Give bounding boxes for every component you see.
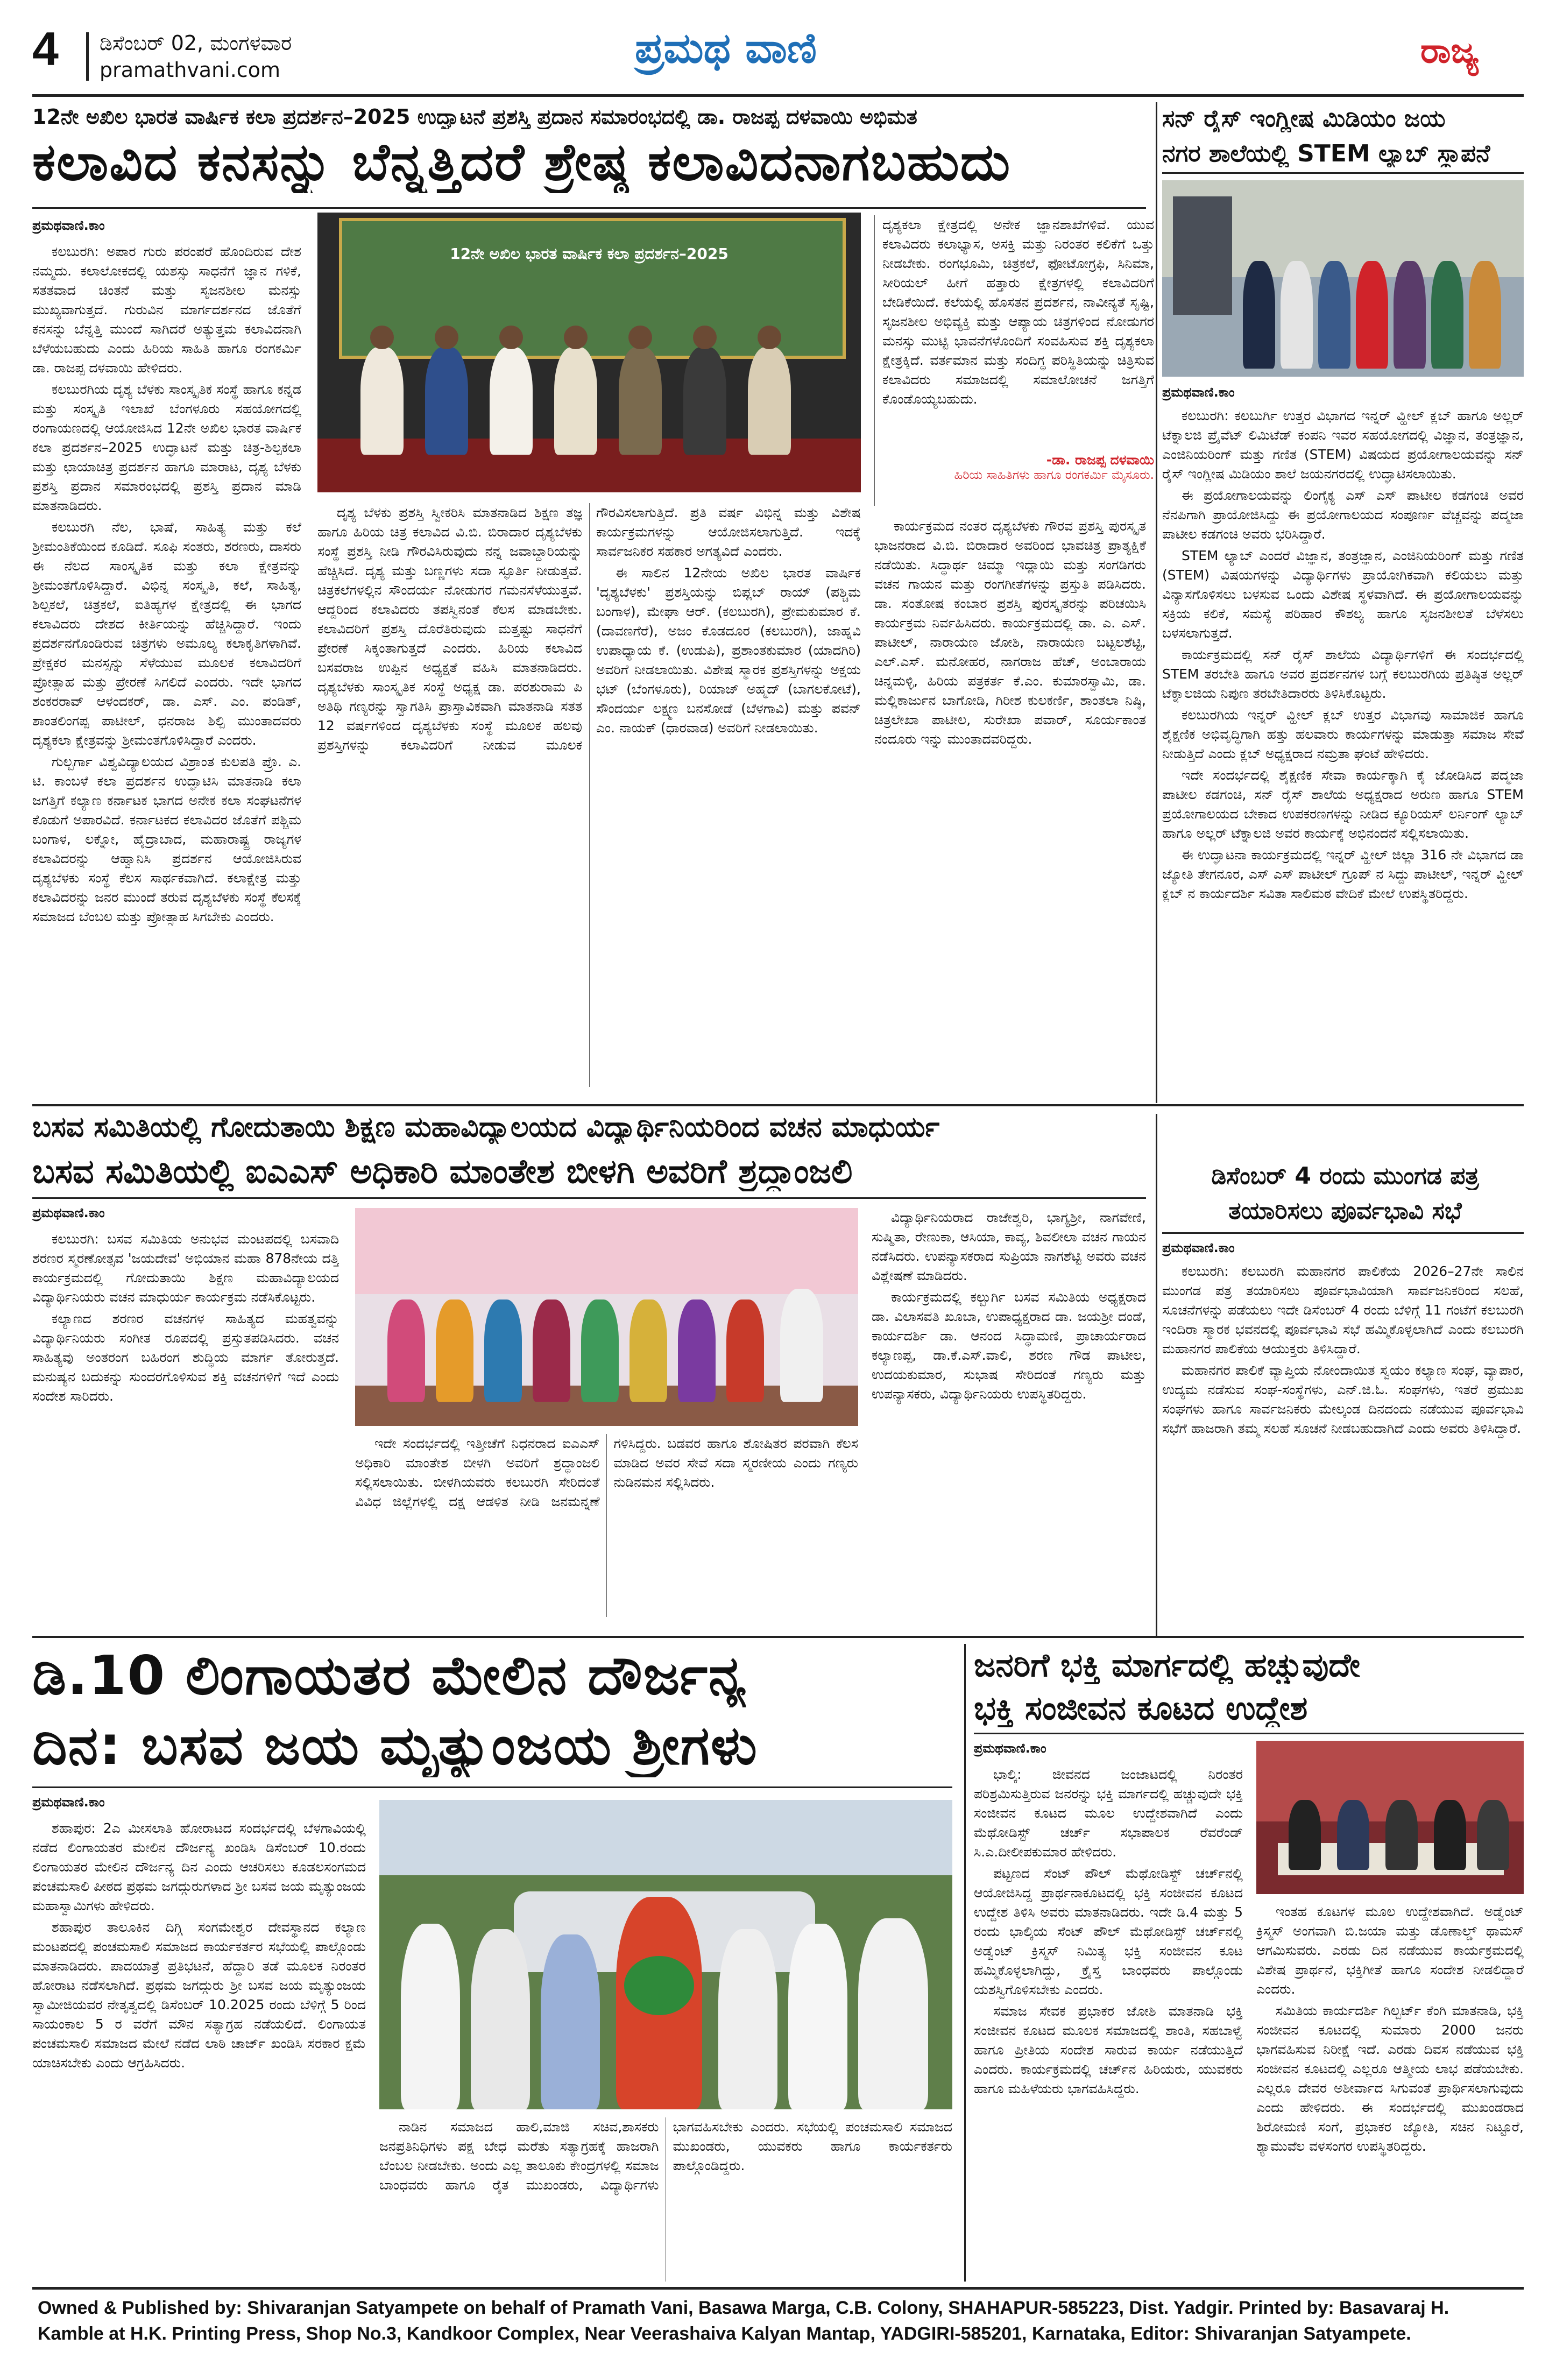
story6-church-photo [1256, 1741, 1524, 1894]
column-divider [1156, 102, 1157, 1103]
person-figure [484, 1300, 522, 1402]
story2-stem-lab-photo [1162, 180, 1524, 377]
person-figure [858, 1918, 928, 2109]
person-figure [471, 1929, 530, 2109]
story6-body-left: ಭಾಲ್ಕಿ: ಜೀವನದ ಜಂಜಾಟದಲ್ಲಿ ನಿರಂತರ ಪರಿಶ್ರಮಿಸುತ್ತಿರುವ ಜನರನ್ನು ಭಕ್ತಿ ಮಾರ್ಗದಲ್ಲಿ ಹಚ್ಚುವುದೇ ಭಕ್ತಿ ಸಂಜೀವನ ಕೂಟದ ಮೂಲ ಉದ್ದೇಶವಾಗಿದೆ ಎಂದು ಮೆಥೋಡಿಸ್ಟ್ ಚರ್ಚ್ ಸಭಾಪಾಲಕ ರೆವರೆಂಡ್ ಸಿ.ಎ.ದೀಲೀಪಕುಮಾರ ಹೇಳಿದರು. ಪಟ್ಟಣದ ಸೆಂಟ್ ಪೌಲ್ ಮೆಥೋಡಿಸ್ಟ್ ಚರ್ಚ್‌ನಲ್ಲಿ ಆಯೋಜಿಸಿದ್ದ ಪ್ರಾರ್ಥನಾಕೂಟದಲ್ಲಿ ಭಕ್ತಿ ಸಂಜೀವನ ಕೂಟದ ಉದ್ದೇಶ ತಿಳಿಸಿ ಅವರು ಮಾತನಾಡಿದರು. ಇದೇ ಡಿ.4 ಮತ್ತು 5 ರಂದು ಭಾಲ್ಕಿಯ ಸೆಂಟ್ ಪೌಲ್ ಮೆಥೋಡಿಸ್ಟ್ ಚರ್ಚ್‌ನಲ್ಲಿ ಅಡ್ವೆಂಟ್ ಕ್ರಿಸ್ಮಸ್ ನಿಮಿತ್ಯ ಭಕ್ತಿ ಸಂಜೀವನ ಕೂಟ ಹಮ್ಮಿಕೊಳ್ಳಲಾಗಿದ್ದು, ಕ್ರೈಸ್ತ ಬಾಂಧವರು ಪಾಲ್ಗೊಂಡು ಯಶಸ್ವಿಗೊಳಿಸಬೇಕು ಎಂದರು. ಸಮಾಜ ಸೇವಕ ಪ್ರಭಾಕರ ಜೋಶಿ ಮಾತನಾಡಿ ಭಕ್ತಿ ಸಂಜೀವನ ಕೂಟದ ಮೂಲಕ ಸಮಾಜದಲ್ಲಿ ಶಾಂತಿ, ಸಹಬಾಳ್ವೆ ಹಾಗೂ ಪ್ರೀತಿಯ ಸಂದೇಶ ಸಾರುವ ಕಾರ್ಯ ನಡೆಯುತ್ತಿದೆ ಎಂದರು. ಕಾರ್ಯಕ್ರಮದಲ್ಲಿ ಚರ್ಚ್‌ನ ಹಿರಿಯರು, ಯುವಕರು ಹಾಗೂ ಮಹಿಳೆಯರು ಭಾಗವಹಿಸಿದ್ದರು. [974, 1767, 1243, 2096]
banner-text: 12ನೇ ಅಖಿಲ ಭಾರತ ವಾರ್ಷಿಕ ಕಲಾ ಪ್ರದರ್ಶನ–2025 [450, 245, 729, 263]
person-figure [1356, 261, 1388, 369]
person-figure [1469, 261, 1501, 369]
story4-body: ಕಲಬುರಗಿ: ಕಲಬುರಗಿ ಮಹಾನಗರ ಪಾಲಿಕೆಯ 2026–27ನೇ ಸಾಲಿನ ಮುಂಗಡ ಪತ್ರ ತಯಾರಿಸಲು ಪೂರ್ವಭಾವಿಯಾಗಿ ಸಾರ್ವಜನಿಕರಿಂದ ಸಲಹೆ, ಸೂಚನೆಗಳನ್ನು ಪಡೆಯಲು ಇದೇ ಡಿಸೆಂಬರ್ 4 ರಂದು ಬೆಳಿಗ್ಗೆ 11 ಗಂಟೆಗೆ ಕಲಬುರಗಿ ಇಂದಿರಾ ಸ್ಮಾರಕ ಭವನದಲ್ಲಿ ಪೂರ್ವಭಾವಿ ಸಭೆ ಹಮ್ಮಿಕೊಳ್ಳಲಾಗಿದೆ ಎಂದು ಕಲಬುರಗಿ ಮಹಾನಗರ ಪಾಲಿಕೆಯ ಆಯುಕ್ತರು ತಿಳಿಸಿದ್ದಾರೆ. ಮಹಾನಗರ ಪಾಲಿಕೆ ವ್ಯಾಪ್ತಿಯ ನೋಂದಾಯಿತ ಸ್ವಯಂ ಕಲ್ಯಾಣ ಸಂಘ, ವ್ಯಾಪಾರ, ಉದ್ಯಮ ನಡೆಸುವ ಸಂಘ-ಸಂಸ್ಥೆಗಳು, ಎನ್.ಜಿ.ಓ. ಸಂಘಗಳು, ಇತರೆ ಪ್ರಮುಖ ಸಂಘಗಳು ಹಾಗೂ ಸಾರ್ವಜನಿಕರು ಮೇಲ್ಕಂಡ ದಿನದಂದು ನಡೆಯುವ ಪೂರ್ವಭಾವಿ ಸಭೆಗೆ ಹಾಜರಾಗಿ ತಮ್ಮ ಸಲಹೆ ಸೂಚನೆ ನೀಡಬಹುದಾಗಿದೆ ಎಂದು ಅವರು ತಿಳಿಸಿದ್ದಾರೆ. [1162, 1263, 1524, 1436]
person-figure [541, 1934, 600, 2109]
column-divider [964, 1644, 966, 2282]
person-figure [1431, 261, 1463, 369]
footer-imprint: Owned & Published by: Shivaranjan Satyampete on behalf of Pramath Vani, Basawa Marga, C.B. Colony, SHAHAPUR-585223, Dist. Yadgir. Printed by: Basavaraj H. Kamble at H.K. Printing Press, Shop No.3, Kandkoor Complex, Near Veerashaiva Kalyan Mantap, YADGIRI-585201, Karnataka, Editor: Shivaranjan Satyampete. [38, 2298, 1449, 2344]
person-head [758, 326, 781, 349]
person-head [370, 326, 394, 349]
story1-award-photo [317, 213, 861, 492]
person-figure [1281, 261, 1313, 369]
person-figure [726, 1300, 764, 1402]
person-figure [683, 347, 726, 455]
person-figure [425, 347, 468, 455]
masthead-title: ಪ್ರಮಥ ವಾಣಿ [635, 24, 817, 73]
sky-background [379, 1800, 952, 1875]
door [1173, 196, 1232, 315]
person-head [693, 326, 717, 349]
person-figure [1243, 261, 1275, 369]
story5-body-bottom: ನಾಡಿನ ಸಮಾಜದ ಹಾಲಿ,ಮಾಜಿ ಸಚಿವ,ಶಾಸಕರು ಜನಪ್ರತಿನಿಧಿಗಳು ಪಕ್ಷ ಬೇಧ ಮರೆತು ಸತ್ಯಾಗ್ರಹಕ್ಕೆ ಹಾಜರಾಗಿ ಬೆಂಬಲ ನೀಡಬೇಕು. ಅಂದು ಎಲ್ಲ ತಾಲೂಕು ಕೇಂದ್ರಗಳಲ್ಲಿ ಸಮಾಜ ಬಾಂಧವರು ಹಾಗೂ ರೈತ ಮುಖಂಡರು, ವಿದ್ಯಾರ್ಥಿಗಳು ಭಾಗವಹಿಸಬೇಕು ಎಂದರು. ಸಭೆಯಲ್ಲಿ ಪಂಚಮಸಾಲಿ ಸಮಾಜದ ಮುಖಂಡರು, ಯುವಕರು ಹಾಗೂ ಕಾರ್ಯಕರ್ತರು ಪಾಲ್ಗೊಂಡಿದ್ದರು. [379, 2119, 952, 2193]
story1-byline: ಪ್ರಮಥವಾಣಿ.ಕಾಂ [32, 218, 105, 233]
story3-byline: ಪ್ರಮಥವಾಣಿ.ಕಾಂ [32, 1205, 105, 1220]
issue-date: ಡಿಸೆಂಬರ್ 02, ಮಂಗಳವಾರ [100, 31, 292, 55]
story6-headline-line2: ಭಕ್ತಿ ಸಂಜೀವನ ಕೂಟದ ಉದ್ದೇಶ [974, 1690, 1308, 1727]
story1-body-left: ಕಲಬುರಗಿ: ಅಪಾರ ಗುರು ಪರಂಪರೆ ಹೊಂದಿರುವ ದೇಶ ನಮ್ಮದು. ಕಲಾಲೋಕದಲ್ಲಿ ಯಶಸ್ಸು ಸಾಧನೆಗೆ ಜ್ಞಾನ ಗಳಿಕೆ, ಸತತವಾದ ಚಿಂತನೆ ಮತ್ತು ಸೃಜನಶೀಲ ಮನಸ್ಸು ಮುಖ್ಯವಾಗುತ್ತದೆ. ಗುರುವಿನ ಮಾರ್ಗದರ್ಶನದ ಜೊತೆಗೆ ಕನಸನ್ನು ಬೆನ್ನತ್ತಿ ಮುಂದೆ ಸಾಗಿದರೆ ಅತ್ಯುತ್ತಮ ಕಲಾವಿದನಾಗಿ ಬೆಳೆಯಬಹುದು ಎಂದು ಹಿರಿಯ ಸಾಹಿತಿ ಹಾಗೂ ರಂಗಕರ್ಮಿ ಡಾ. ರಾಜಪ್ಪ ದಳವಾಯಿ ಹೇಳಿದರು. ಕಲಬುರಗಿಯ ದೃಶ್ಯ ಬೆಳಕು ಸಾಂಸ್ಕೃತಿಕ ಸಂಸ್ಥೆ ಹಾಗೂ ಕನ್ನಡ ಮತ್ತು ಸಂಸ್ಕೃತಿ ಇಲಾಖೆ ಬೆಂಗಳೂರು ಸಹಯೋಗದಲ್ಲಿ ರಂಗಾಯಣದಲ್ಲಿ ಆಯೋಜಿಸಿದ 12ನೇ ಅಖಿಲ ಭಾರತ ವಾರ್ಷಿಕ ಕಲಾ ಪ್ರದರ್ಶನ–2025 ಉದ್ಘಾಟನೆ ಮತ್ತು ಚಿತ್ರ-ಶಿಲ್ಪಕಲಾ ಮತ್ತು ಛಾಯಾಚಿತ್ರ ಪ್ರದರ್ಶನ ಹಾಗೂ ಮಾರಾಟ, ದೃಶ್ಯ ಬೆಳಕು ಪ್ರಶಸ್ತಿ ಪ್ರದಾನ ಸಮಾರಂಭದಲ್ಲಿ ಪ್ರಶಸ್ತಿ ಪ್ರದಾನ ಮಾಡಿ ಮಾತನಾಡಿದರು. ಕಲಬುರಗಿ ನೆಲ, ಭಾಷೆ, ಸಾಹಿತ್ಯ ಮತ್ತು ಕಲೆ ಶ್ರೀಮಂತಿಕೆಯಿಂದ ಕೂಡಿದೆ. ಸೂಫಿ ಸಂತರು, ಶರಣರು, ದಾಸರು ಈ ನೆಲದ ಸಾಂಸ್ಕೃತಿಕ ಮತ್ತು ಕಲಾ ಕ್ಷೇತ್ರವನ್ನು ಶ್ರೀಮಂತಗೊಳಿಸಿದ್ದಾರೆ. ವಿಭಿನ್ನ ಸಂಸ್ಕೃತಿ, ಕಲೆ, ಸಾಹಿತ್ಯ, ಶಿಲ್ಪಕಲೆ, ಚಿತ್ರಕಲೆ, ಐತಿಹ್ಯಗಳ ಕ್ಷೇತ್ರದಲ್ಲಿ ಈ ಭಾಗದ ಕಲಾವಿದರು ದೇಶದ ಕೀರ್ತಿಯನ್ನು ಹೆಚ್ಚಿಸಿದ್ದಾರೆ. ಇಂದು ಪ್ರದರ್ಶನಗೊಂಡಿರುವ ಚಿತ್ರಗಳು ಅಮೂಲ್ಯ ಕಲಾಕೃತಿಗಳಾಗಿವೆ. ಪ್ರೇಕ್ಷಕರ ಮನಸ್ಸನ್ನು ಸೆಳೆಯುವ ಮೂಲಕ ಕಲಾವಿದರಿಗೆ ಪ್ರೋತ್ಸಾಹ ಮತ್ತು ಪ್ರೇರಣೆ ಸಿಗಲಿದೆ ಎಂದರು. ಇದೇ ಭಾಗದ ಶಂಕರರಾವ್ ಆಳಂದಕರ್, ಡಾ. ಎಸ್. ಎಂ. ಪಂಡಿತ್, ಶಾಂತಲಿಂಗಪ್ಪ ಪಾಟೀಲ್, ಧನರಾಜ ಶಿಲ್ಪಿ ಮುಂತಾದವರು ದೃಶ್ಯಕಲಾ ಕ್ಷೇತ್ರವನ್ನು ಶ್ರೀಮಂತಗೊಳಿಸಿದ್ದಾರೆ ಎಂದರು. ಗುಲ್ಬರ್ಗಾ ವಿಶ್ವವಿದ್ಯಾಲಯದ ವಿಶ್ರಾಂತ ಕುಲಪತಿ ಪ್ರೊ. ಎ. ಟಿ. ಕಾಂಬಳೆ ಕಲಾ ಪ್ರದರ್ಶನ ಉದ್ಘಾಟಿಸಿ ಮಾತನಾಡಿ ಕಲಾ ಜಗತ್ತಿಗೆ ಕಲ್ಯಾಣ ಕರ್ನಾಟಕ ಭಾಗದ ಅನೇಕ ಕಲಾ ಸಂಘಟನೆಗಳ ಕೊಡುಗೆ ಅಪಾರವಿದೆ. ಕರ್ನಾಟಕದ ಕಲಾವಿದರ ಜೊತೆಗೆ ಪಶ್ಚಿಮ ಬಂಗಾಳ, ಲಕ್ನೋ, ಹೈದ್ರಾಬಾದ, ಮಹಾರಾಷ್ಟ್ರ ರಾಜ್ಯಗಳ ಕಲಾವಿದರನ್ನು ಆಹ್ವಾನಿಸಿ ಪ್ರದರ್ಶನ ಆಯೋಜಿಸಿರುವ ದೃಶ್ಯಬೆಳಕು ಸಂಸ್ಥೆ ಕೆಲಸ ಸಾರ್ಥಕವಾಗಿದೆ. ಕಲಾಕ್ಷೇತ್ರ ಮತ್ತು ಕಲಾವಿದರನ್ನು ಜನರ ಮುಂದೆ ತರುವ ದೃಶ್ಯಬೆಳಕು ಸಂಸ್ಥೆ ಕೆಲಸಕ್ಕೆ ಸಮಾಜದ ಬೆಂಬಲ ಮತ್ತು ಪ್ರೋತ್ಸಾಹ ಸಿಗಬೇಕು ಎಂದರು. [32, 244, 301, 924]
story2-byline: ಪ್ರಮಥವಾಣಿ.ಕಾಂ [1162, 385, 1235, 400]
person-figure [1318, 261, 1350, 369]
person-figure [436, 1300, 473, 1402]
section-label: ರಾಜ್ಯ [1420, 31, 1479, 71]
story2-rule [1162, 172, 1524, 174]
person-figure [1434, 1800, 1466, 1870]
story1-body-middle: ದೃಶ್ಯ ಬೆಳಕು ಪ್ರಶಸ್ತಿ ಸ್ವೀಕರಿಸಿ ಮಾತನಾಡಿದ ಶಿಕ್ಷಣ ತಜ್ಞ ಹಾಗೂ ಹಿರಿಯ ಚಿತ್ರ ಕಲಾವಿದ ವಿ.ಬಿ. ಬಿರಾದಾರ ದೃಶ್ಯಬೆಳಕು ಸಂಸ್ಥೆ ಪ್ರಶಸ್ತಿ ನೀಡಿ ಗೌರವಿಸಿರುವುದು ನನ್ನ ಜವಾಬ್ದಾರಿಯನ್ನು ಹೆಚ್ಚಿಸಿದೆ. ದೃಶ್ಯ ಮತ್ತು ಬಣ್ಣಗಳು ಸದಾ ಸ್ಫೂರ್ತಿ ನೀಡುತ್ತವೆ. ಚಿತ್ರಕಲೆಗಳಲ್ಲಿನ ಸೌಂದರ್ಯ ನೋಡುಗರ ಗಮನಸೆಳೆಯುತ್ತವೆ. ಆದ್ದರಿಂದ ಕಲಾವಿದರು ತಪಸ್ವಿನಂತೆ ಕೆಲಸ ಮಾಡಬೇಕು. ಕಲಾವಿದರಿಗೆ ಪ್ರಶಸ್ತಿ ದೊರೆತಿರುವುದು ಮತ್ತಷ್ಟು ಸಾಧನೆಗೆ ಪ್ರೇರಣೆ ಸಿಕ್ಕಂತಾಗುತ್ತದೆ ಎಂದರು. ಹಿರಿಯ ಕಲಾವಿದ ಬಸವರಾಜ ಉಪ್ಪಿನ ಅಧ್ಯಕ್ಷತೆ ವಹಿಸಿ ಮಾತನಾಡಿದರು. ದೃಶ್ಯಬೆಳಕು ಸಾಂಸ್ಕೃತಿಕ ಸಂಸ್ಥೆ ಅಧ್ಯಕ್ಷ ಡಾ. ಪರಶುರಾಮ ಪಿ ಅತಿಥಿ ಗಣ್ಯರನ್ನು ಸ್ವಾಗತಿಸಿ ಪ್ರಾಸ್ತಾವಿಕವಾಗಿ ಮಾತನಾಡಿ ಸತತ 12 ವರ್ಷಗಳಿಂದ ದೃಶ್ಯಬೆಳಕು ಸಂಸ್ಥೆ ಮೂಲಕ ಹಲವು ಪ್ರಶಸ್ತಿಗಳನ್ನು ಕಲಾವಿದರಿಗೆ ನೀಡುವ ಮೂಲಕ ಗೌರವಿಸಲಾಗುತ್ತಿದೆ. ಪ್ರತಿ ವರ್ಷ ವಿಭಿನ್ನ ಮತ್ತು ವಿಶೇಷ ಕಾರ್ಯಕ್ರಮಗಳನ್ನು ಆಯೋಜಿಸಲಾಗುತ್ತಿದೆ. ಇದಕ್ಕೆ ಸಾರ್ವಜನಿಕರ ಸಹಕಾರ ಅಗತ್ಯವಿದೆ ಎಂದರು. ಈ ಸಾಲಿನ 12ನೇಯ ಅಖಿಲ ಭಾರತ ವಾರ್ಷಿಕ 'ದೃಶ್ಯಬೆಳಕು' ಪ್ರಶಸ್ತಿಯನ್ನು ಬಿಪ್ಲಬ್ ರಾಯ್ (ಪಶ್ಚಿಮ ಬಂಗಾಳ), ಮೇಘಾ ಆರ್. (ಕಲಬುರಗಿ), ಪ್ರೇಮಕುಮಾರ ಕೆ. (ದಾವಣಗೆರೆ), ಅಜಂ ಕೊಡದೂರ (ಕಲಬುರಗಿ), ಜಾಹ್ನವಿ ಉಪಾಧ್ಯಾಯ ಕೆ. (ಉಡುಪಿ), ಪ್ರಶಾಂತಕುಮಾರ (ಯಾದಗಿರಿ) ಅವರಿಗೆ ನೀಡಲಾಯಿತು. ವಿಶೇಷ ಸ್ಮಾರಕ ಪ್ರಶಸ್ತಿಗಳನ್ನು ಅಕ್ಷಯ ಭಟ್ (ಬೆಂಗಳೂರು), ರಿಯಾಜ್ ಅಹ್ಮದ್ (ಬಾಗಲಕೋಟೆ), ಸೌಂದರ್ಯ ಲಕ್ಷ್ಮಣ ಬನಸೋಡೆ (ಬೆಳಗಾವಿ) ಮತ್ತು ಪವನ್ ಎಂ. ನಾಯಕ್ (ಧಾರವಾಡ) ಅವರಿಗೆ ನೀಡಲಾಯಿತು. [317, 505, 861, 753]
column-divider [1156, 1114, 1157, 1636]
person-figure [718, 1929, 777, 2109]
story3-body-middle: ಇದೇ ಸಂದರ್ಭದಲ್ಲಿ ಇತ್ತೀಚೆಗೆ ನಿಧನರಾದ ಐಎಎಸ್ ಅಧಿಕಾರಿ ಮಾಂತೇಶ ಬೀಳಗಿ ಅವರಿಗೆ ಶ್ರದ್ಧಾಂಜಲಿ ಸಲ್ಲಿಸಲಾಯಿತು. ಬೀಳಗಿಯವರು ಕಲಬುರಗಿ ಸೇರಿದಂತೆ ವಿವಿಧ ಜಿಲ್ಲೆಗಳಲ್ಲಿ ದಕ್ಷ ಆಡಳಿತ ನೀಡಿ ಜನಮನ್ನಣೆ ಗಳಿಸಿದ್ದರು. ಬಡವರ ಹಾಗೂ ಶೋಷಿತರ ಪರವಾಗಿ ಕೆಲಸ ಮಾಡಿದ ಅವರ ಸೇವೆ ಸದಾ ಸ್ಮರಣೀಯ ಎಂದು ಗಣ್ಯರು ನುಡಿನಮನ ಸಲ್ಲಿಸಿದರು. [355, 1436, 858, 1509]
green-shawl [624, 1956, 694, 2015]
story3-body-left: ಕಲಬುರಗಿ: ಬಸವ ಸಮಿತಿಯ ಅನುಭವ ಮಂಟಪದಲ್ಲಿ ಬಸವಾದಿ ಶರಣರ ಸ್ಮರಣೋತ್ಸವ 'ಜಯದೇವ' ಅಭಿಯಾನ ಮಹಾ 878ನೇಯ ದತ್ತಿ ಕಾರ್ಯಕ್ರಮದಲ್ಲಿ ಗೋದುತಾಯಿ ಶಿಕ್ಷಣ ಮಹಾವಿದ್ಯಾಲಯದ ವಿದ್ಯಾರ್ಥಿನಿಯರು ವಚನ ಮಾಧುರ್ಯ ಕಾರ್ಯಕ್ರಮ ನಡೆಸಿಕೊಟ್ಟರು. ಕಲ್ಯಾಣದ ಶರಣರ ವಚನಗಳ ಸಾಹಿತ್ಯದ ಮಹತ್ವವನ್ನು ವಿದ್ಯಾರ್ಥಿನಿಯರು ಸಂಗೀತ ರೂಪದಲ್ಲಿ ಪ್ರಸ್ತುತಪಡಿಸಿದರು. ವಚನ ಸಾಹಿತ್ಯವು ಅಂತರಂಗ ಬಹಿರಂಗ ಶುದ್ಧಿಯ ಮಾರ್ಗ ತೋರುತ್ತದೆ. ಮನುಷ್ಯನ ಬದುಕನ್ನು ಸುಂದರಗೊಳಿಸುವ ಶಕ್ತಿ ವಚನಗಳಿಗೆ ಇದೆ ಎಂದು ಸಂದೇಶ ಸಾರಿದರು. [32, 1231, 339, 1404]
story3-headline: ಬಸವ ಸಮಿತಿಯಲ್ಲಿ ಐಎಎಸ್ ಅಧಿಕಾರಿ ಮಾಂತೇಶ ಬೀಳಗಿ ಅವರಿಗೆ ಶ್ರದ್ಧಾಂಜಲಿ [32, 1152, 853, 1191]
person-figure [619, 347, 662, 455]
story5-rule [32, 1786, 952, 1788]
person-figure [788, 1924, 847, 2109]
section-rule [32, 1104, 1524, 1106]
story2-headline-line1: ಸನ್ ರೈಸ್ ಇಂಗ್ಲೀಷ ಮಿಡಿಯಂ ಜಯ [1162, 105, 1446, 132]
person-figure [748, 347, 791, 455]
person-figure [1337, 1800, 1369, 1870]
footer-rule [32, 2287, 1524, 2290]
story5-headline-line1: ಡಿ.10 ಲಿಂಗಾಯತರ ಮೇಲಿನ ದೌರ್ಜನ್ಯ [32, 1644, 747, 1707]
person-figure [1289, 1800, 1321, 1870]
person-figure [490, 347, 533, 455]
person-figure [630, 1300, 667, 1402]
quote-attribution: -ಡಾ. ರಾಜಪ್ಪ ದಳವಾಯಿ [1046, 452, 1154, 468]
person-figure [1394, 261, 1426, 369]
story5-body-left: ಶಹಾಪುರ: 2ಎ ಮೀಸಲಾತಿ ಹೋರಾಟದ ಸಂದರ್ಭದಲ್ಲಿ ಬೆಳಗಾವಿಯಲ್ಲಿ ನಡೆದ ಲಿಂಗಾಯತರ ಮೇಲಿನ ದೌರ್ಜನ್ಯ ಖಂಡಿಸಿ ಡಿಸೆಂಬರ್ 10.ರಂದು ಲಿಂಗಾಯತರ ಮೇಲಿನ ದೌರ್ಜನ್ಯ ದಿನ ಎಂದು ಆಚರಿಸಲು ಕೂಡಲಸಂಗಮದ ಪಂಚಮಸಾಲಿ ಪೀಠದ ಪ್ರಥಮ ಜಗದ್ಗುರುಗಳಾದ ಶ್ರೀ ಬಸವ ಜಯ ಮೃತ್ಯುಂಜಯ ಮಹಾಸ್ವಾಮಿಗಳು ಹೇಳಿದರು. ಶಹಾಪುರ ತಾಲೂಕಿನ ದಿಗ್ಗಿ ಸಂಗಮೇಶ್ವರ ದೇವಸ್ಥಾನದ ಕಲ್ಯಾಣ ಮಂಟಪದಲ್ಲಿ ಪಂಚಮಸಾಲಿ ಸಮಾಜದ ಕಾರ್ಯಕರ್ತರ ಸಭೆಯಲ್ಲಿ ಪಾಲ್ಗೊಂಡು ಮಾತನಾಡಿದರು. ಪಾದಯಾತ್ರೆ ಪ್ರತಿಭಟನೆ, ಹೆದ್ದಾರಿ ತಡೆ ಮೂಲಕ ನಿರಂತರ ಹೋರಾಟ ನಡೆಸಲಾಗಿದೆ. ಪ್ರಥಮ ಜಗದ್ಗುರು ಶ್ರೀ ಬಸವ ಜಯ ಮೃತ್ಯುಂಜಯ ಸ್ವಾಮೀಜಿಯವರ ನೇತೃತ್ವದಲ್ಲಿ ಡಿಸೆಂಬರ್ 10.2025 ರಂದು ಬೆಳಿಗ್ಗೆ 5 ರಿಂದ ಸಾಯಂಕಾಲ 5 ರ ವರೆಗೆ ಮೌನ ಸತ್ಯಾಗ್ರಹ ನಡೆಯಲಿದೆ. ಲಿಂಗಾಯತ ಪಂಚಮಸಾಲಿ ಸಮಾಜದ ಮೇಲೆ ನಡೆದ ಲಾಠಿ ಚಾರ್ಜ್ ಖಂಡಿಸಿ ಸರಕಾರ ಕ್ಷಮೆ ಯಾಚಿಸಬೇಕು ಎಂದು ಆಗ್ರಹಿಸಿದರು. [32, 1820, 366, 2071]
story2-headline-line2: ನಗರ ಶಾಲೆಯಲ್ಲಿ STEM ಲ್ಯಾಬ್ ಸ್ಥಾಪನೆ [1162, 140, 1490, 167]
story4-headline-line1: ಡಿಸೆಂಬರ್ 4 ರಂದು ಮುಂಗಡ ಪತ್ರ [1211, 1162, 1479, 1190]
person-figure [1477, 1800, 1509, 1870]
person-figure [1385, 1800, 1418, 1870]
person-figure [533, 1300, 570, 1402]
person-head [435, 326, 458, 349]
person-head [499, 326, 523, 349]
header-rule [32, 94, 1524, 97]
story4-byline: ಪ್ರಮಥವಾಣಿ.ಕಾಂ [1162, 1240, 1235, 1255]
story5-byline: ಪ್ರಮಥವಾಣಿ.ಕಾಂ [32, 1795, 105, 1810]
story6-byline: ಪ್ರಮಥವಾಣಿ.ಕಾಂ [974, 1741, 1046, 1756]
header-divider-vertical [86, 32, 89, 81]
story5-swamiji-photo [379, 1800, 952, 2109]
person-figure [554, 347, 597, 455]
person-figure [360, 347, 404, 455]
story5-headline-line2: ದಿನ: ಬಸವ ಜಯ ಮೃತ್ಯುಂಜಯ ಶ್ರೀಗಳು [32, 1714, 758, 1777]
website-link[interactable]: pramathvani.com [100, 58, 280, 82]
person-figure [401, 1924, 460, 2109]
story1-body-right: ಕಾರ್ಯಕ್ರಮದ ನಂತರ ದೃಶ್ಯಬೆಳಕು ಗೌರವ ಪ್ರಶಸ್ತಿ ಪುರಸ್ಕೃತ ಭಾಜನರಾದ ವಿ.ಬಿ. ಬಿರಾದಾರ ಅವರಿಂದ ಭಾವಚಿತ್ರ ಪ್ರಾತ್ಯಕ್ಷಿಕೆ ನಡೆಯಿತು. ಸಿದ್ಧಾರ್ಥ ಚಿಮ್ಮಾ ಇದ್ಲಾಯಿ ಮತ್ತು ಸಂಗಡಿಗರು ವಚನ ಗಾಯನ ಮತ್ತು ರಂಗಗೀತೆಗಳನ್ನು ಪ್ರಸ್ತುತಿ ಪಡಿಸಿದರು. ಡಾ. ಸಂತೋಷ ಕಂಬಾರ ಪ್ರಶಸ್ತಿ ಪುರಸ್ಕೃತರನ್ನು ಪರಿಚಯಿಸಿ ಕಾರ್ಯಕ್ರಮ ನಿರ್ವಹಿಸಿದರು. ಕಾರ್ಯಕ್ರಮದಲ್ಲಿ ಡಾ. ಎ. ಎಸ್. ಪಾಟೀಲ್, ನಾರಾಯಣ ಜೋಶಿ, ನಾರಾಯಣ ಬಟ್ಟಲಶೆಟ್ಟಿ, ಎಲ್.ಎಸ್. ಮನೋಹರ, ನಾಗರಾಜ ಹೆಚ್, ಅಂಬಾರಾಯ ಚಿನ್ನಮಳ್ಳಿ, ಹಿರಿಯ ಪತ್ರಕರ್ತ ಕೆ.ಎಂ. ಕುಮಾರಸ್ವಾಮಿ, ಡಾ. ಮಲ್ಲಿಕಾರ್ಜುನ ಬಾಗೋಡಿ, ಗಿರೀಶ ಕುಲಕರ್ಣಿ, ಶಾಂತಲಾ ನಿಷ್ಠಿ, ಚಿತ್ರಲೇಖಾ ಪಾಟೀಲ, ಸುರೇಖಾ ಪವಾರ್, ಸೂರ್ಯಕಾಂತ ನಂದೂರು ಇನ್ನು ಮುಂತಾದವರಿದ್ದರು. [874, 518, 1146, 747]
floral-backdrop [355, 1208, 858, 1294]
story4-rule [1162, 1232, 1524, 1234]
person-figure [581, 1300, 619, 1402]
person-figure [780, 1289, 823, 1402]
person-figure [678, 1300, 716, 1402]
story2-body: ಕಲಬುರಗಿ: ಕಲಬುರ್ಗಿ ಉತ್ತರ ವಿಭಾಗದ ಇನ್ನರ್ ವ್ಹೀಲ್ ಕ್ಲಬ್ ಹಾಗೂ ಅಲ್ಲರ್ ಟೆಕ್ನಾಲಜಿ ಪ್ರೈವೆಟ್ ಲಿಮಿಟೆಡ್ ಕಂಪನಿ ಇವರ ಸಹಯೋಗದಲ್ಲಿ ವಿಜ್ಞಾನ, ತಂತ್ರಜ್ಞಾನ, ಎಂಜಿನಿಯರಿಂಗ್ ಮತ್ತು ಗಣಿತ (STEM) ವಿಷಯದ ಪ್ರಯೋಗಾಲಯವನ್ನು ಸನ್ ರೈಸ್ ಇಂಗ್ಲೀಷ ಮಿಡಿಯಂ ಶಾಲೆ ಜಯನಗರದಲ್ಲಿ ಉದ್ಘಾಟಿಸಲಾಯಿತು. ಈ ಪ್ರಯೋಗಾಲಯವನ್ನು ಲಿಂಗೈಕ್ಯ ಎಸ್ ಎಸ್ ಪಾಟೀಲ ಕಡಗಂಚಿ ಅವರ ನೆನಪಿಗಾಗಿ ಪ್ರಾಯೋಜಿಸಿದ್ದು ಈ ಪ್ರಯೋಗಾಲಯದ ಸಂಪೂರ್ಣ ವೆಚ್ಚವನ್ನು ಪದ್ಮಜಾ ಪಾಟೀಲ ಕಡಗಂಚಿ ಅವರು ಭರಿಸಿದ್ದಾರೆ. STEM ಲ್ಯಾಬ್ ಎಂದರೆ ವಿಜ್ಞಾನ, ತಂತ್ರಜ್ಞಾನ, ಎಂಜಿನಿಯರಿಂಗ್ ಮತ್ತು ಗಣಿತ (STEM) ವಿಷಯಗಳನ್ನು ವಿದ್ಯಾರ್ಥಿಗಳು ಪ್ರಾಯೋಗಿಕವಾಗಿ ಕಲಿಯಲು ಮತ್ತು ವಿನ್ಯಾಸಗೊಳಿಸಲು ಬಳಸುವ ಒಂದು ವಿಶೇಷ ಸ್ಥಳವಾಗಿದೆ. ಈ ಪ್ರಯೋಗಾಲಯವನ್ನು ಸಕ್ರಿಯ ಕಲಿಕೆ, ಸಮಸ್ಯೆ ಪರಿಹಾರ ಕೌಶಲ್ಯ ಹಾಗೂ ಸೃಜನಶೀಲತೆ ಬೆಳೆಸಲು ಬಳಸಲಾಗುತ್ತದೆ. ಕಾರ್ಯಕ್ರಮದಲ್ಲಿ ಸನ್ ರೈಸ್ ಶಾಲೆಯ ವಿದ್ಯಾರ್ಥಿಗಳಿಗೆ ಈ ಸಂದರ್ಭದಲ್ಲಿ STEM ತರಬೇತಿ ಹಾಗೂ ಅವರ ಪ್ರದರ್ಶನಗಳ ಬಗ್ಗೆ ಕಲಬುರಗಿಯ ಪ್ರತಿಷ್ಠಿತ ಅಲ್ಲರ್ ಟೆಕ್ನಾಲಜಿಯ ನಿಪುಣ ತರಬೇತಿದಾರರು ತಿಳಿಸಿಕೊಟ್ಟರು. ಕಲಬುರಗಿಯ ಇನ್ನರ್ ವ್ಹೀಲ್ ಕ್ಲಬ್ ಉತ್ತರ ವಿಭಾಗವು ಸಾಮಾಜಿಕ ಹಾಗೂ ಶೈಕ್ಷಣಿಕ ಅಭಿವೃದ್ಧಿಗಾಗಿ ಹತ್ತು ಹಲವಾರು ಕಾರ್ಯಗಳನ್ನು ಮಾಡುತ್ತಾ ಸಮಾಜ ಸೇವೆ ನೀಡುತ್ತಿದೆ ಎಂದು ಕ್ಲಬ್ ಅಧ್ಯಕ್ಷರಾದ ನಮ್ರತಾ ಘಂಟೆ ಹೇಳಿದರು. ಇದೇ ಸಂದರ್ಭದಲ್ಲಿ ಶೈಕ್ಷಣಿಕ ಸೇವಾ ಕಾರ್ಯಕ್ಕಾಗಿ ಕೈ ಜೋಡಿಸಿದ ಪದ್ಮಜಾ ಪಾಟೀಲ ಕಡಗಂಚಿ, ಸನ್ ರೈಸ್ ಶಾಲೆಯ ಅಧ್ಯಕ್ಷರಾದ ಅರುಣ ಹಾಗೂ STEM ಪ್ರಯೋಗಾಲಯದ ಬೇಕಾದ ಉಪಕರಣಗಳನ್ನು ನೀಡಿದ ಕ್ಯೂರಿಯಸ್ ಲರ್ನಿಂಗ್ ಲ್ಯಾಬ್ ಹಾಗೂ ಅಲ್ಲರ್ ಟೆಕ್ನಾಲಜಿ ಅವರ ಕಾರ್ಯಕ್ಕೆ ಅಭಿನಂದನೆ ಸಲ್ಲಿಸಲಾಯಿತು. ಈ ಉದ್ಘಾಟನಾ ಕಾರ್ಯಕ್ರಮದಲ್ಲಿ ಇನ್ನರ್ ವ್ಹೀಲ್ ಜಿಲ್ಲಾ 316 ನೇ ವಿಭಾಗದ ಡಾ ಜ್ಯೋತಿ ತೇಗನೂರ, ಎಸ್ ಎಸ್ ಪಾಟೀಲ್ ಗ್ರೂಪ್ ನ ಸಿದ್ದು ಪಾಟೀಲ್, ಇನ್ನರ್ ವ್ಹೀಲ್ ಕ್ಲಬ್ ನ ಕಾರ್ಯದರ್ಶಿ ಸವಿತಾ ಸಾಲಿಮಠ ವೇದಿಕೆ ಮೇಲೆ ಉಪಸ್ಥಿತರಿದ್ದರು. [1162, 408, 1524, 901]
quote-text: ದೃಶ್ಯಕಲಾ ಕ್ಷೇತ್ರದಲ್ಲಿ ಅನೇಕ ಜ್ಞಾನಶಾಖೆಗಳಿವೆ. ಯುವ ಕಲಾವಿದರು ಕಲಾಭ್ಯಾಸ, ಅಸಕ್ತಿ ಮತ್ತು ನಿರಂತರ ಕಲಿಕೆಗೆ ಒತ್ತು ನೀಡಬೇಕು. ರಂಗಭೂಮಿ, ಚಿತ್ರಕಲೆ, ಫೋಟೋಗ್ರಫಿ, ಸಿನಿಮಾ, ಸೀರಿಯಲ್ ಹೀಗೆ ಹತ್ತಾರು ಕ್ಷೇತ್ರಗಳಲ್ಲಿ ಕಲಾವಿದರಿಗೆ ಬೇಡಿಕೆಯಿದೆ. ಕಲೆಯಲ್ಲಿ ಹೊಸತನ ಪ್ರದರ್ಶನ, ನಾವೀನ್ಯತೆ ಸೃಷ್ಟಿ, ಸೃಜನಶೀಲ ಅಭಿವ್ಯಕ್ತಿ ಮತ್ತು ಆಪ್ಯಾಯ ಚಿತ್ರಗಳಿಂದ ನೋಡುಗರ ಮನಸ್ಸು ಮುಟ್ಟಿ ಭಾವನೆಗಳೊಂದಿಗೆ ಸಂವಹಿಸುವ ಶಕ್ತಿ ದೃಶ್ಯಕಲಾ ಕ್ಷೇತ್ರಕ್ಕಿದೆ. ವರ್ತಮಾನ ಮತ್ತು ಸಂದಿಗ್ಧ ಪರಿಸ್ಥಿತಿಯನ್ನು ಚಿತ್ರಿಸುವ ಕಲಾವಿದರು ಸಮಾಜದಲ್ಲಿ ಸಮಾಲೋಚನೆ ಜಗತ್ತಿಗೆ ಕೊಂಡೊಯ್ಯಬಹುದು. [882, 217, 1154, 407]
story6-rule [974, 1733, 1524, 1734]
story6-headline-line1: ಜನರಿಗೆ ಭಕ್ತಿ ಮಾರ್ಗದಲ್ಲಿ ಹಚ್ಚುವುದೇ [974, 1647, 1360, 1684]
person-head [564, 326, 588, 349]
story1-kicker: 12ನೇ ಅಖಿಲ ಭಾರತ ವಾರ್ಷಿಕ ಕಲಾ ಪ್ರದರ್ಶನ–2025 ಉದ್ಘಾಟನೆ ಪ್ರಶಸ್ತಿ ಪ್ರದಾನ ಸಮಾರಂಭದಲ್ಲಿ ಡಾ. ರಾಜಪ್ಪ ದಳವಾಯಿ ಅಭಿಮತ [32, 105, 917, 129]
page-number: 4 [32, 22, 59, 75]
story1-headline: ಕಲಾವಿದ ಕನಸನ್ನು ಬೆನ್ನತ್ತಿದರೆ ಶ್ರೇಷ್ಠ ಕಲಾವಿದನಾಗಬಹುದು [32, 132, 1012, 192]
story6-body-right: ಇಂತಹ ಕೂಟಗಳ ಮೂಲ ಉದ್ದೇಶವಾಗಿದೆ. ಅಡ್ವೆಂಟ್ ಕ್ರಿಸ್ಮಸ್ ಅಂಗವಾಗಿ ಬಿ.ಜಯಾ ಮತ್ತು ಡೊಣಾಲ್ಡ್ ಥಾಮಸ್ ಆಗಮಿಸುವರು. ಎರಡು ದಿನ ನಡೆಯುವ ಕಾರ್ಯಕ್ರಮದಲ್ಲಿ ವಿಶೇಷ ಪ್ರಾರ್ಥನೆ, ಭಕ್ತಿಗೀತೆ ಹಾಗೂ ಸಂದೇಶ ನೀಡಲಿದ್ದಾರೆ ಎಂದರು. ಸಮಿತಿಯ ಕಾರ್ಯದರ್ಶಿ ಗಿಲ್ಬರ್ಟ್ ಕೆಂಗಿ ಮಾತನಾಡಿ, ಭಕ್ತಿ ಸಂಜೀವನ ಕೂಟದಲ್ಲಿ ಸುಮಾರು 2000 ಜನರು ಭಾಗವಹಿಸುವ ನಿರೀಕ್ಷೆ ಇದೆ. ಎರಡು ದಿವಸ ನಡೆಯುವ ಭಕ್ತಿ ಸಂಜೀವನ ಕೂಟದಲ್ಲಿ ಎಲ್ಲರೂ ಆತ್ಮೀಯ ಲಾಭ ಪಡೆಯಬೇಕು. ಎಲ್ಲರೂ ದೇವರ ಅಶೀರ್ವಾದ ಸಿಗುವಂತೆ ಪ್ರಾರ್ಥಿಸಲಾಗುವುದು ಎಂದು ಹೇಳಿದರು. ಈ ಸಂದರ್ಭದಲ್ಲಿ ಮುಖಂಡರಾದ ಶಿರೋಮಣಿ ಸಂಗೆ, ಪ್ರಭಾಕರ ಜ್ಯೋತಿ, ಸಚಿನ ನಿಟ್ಟೂರೆ, ಶ್ಯಾಮುವೆಲ ವಳಸಂಗರ ಉಪಸ್ಥಿತರಿದ್ದರು. [1256, 1904, 1524, 2154]
person-figure [387, 1300, 425, 1402]
section-rule [32, 1636, 1524, 1638]
story4-headline-line2: ತಯಾರಿಸಲು ಪೂರ್ವಭಾವಿ ಸಭೆ [1228, 1197, 1462, 1225]
story1-quote-box [874, 215, 1154, 506]
story3-rule [32, 1197, 1146, 1199]
person-head [628, 326, 652, 349]
story3-event-photo [355, 1208, 858, 1426]
quote-attribution-role: ಹಿರಿಯ ಸಾಹಿತಿಗಳು ಹಾಗೂ ರಂಗಕರ್ಮಿ ಮೈಸೂರು. [954, 468, 1154, 482]
story3-body-right: ವಿದ್ಯಾರ್ಥಿನಿಯರಾದ ರಾಜೇಶ್ವರಿ, ಭಾಗ್ಯಶ್ರೀ, ನಾಗವೇಣಿ, ಸುಷ್ಮಿತಾ, ರೇಣುಕಾ, ಆಸಿಯಾ, ಕಾವ್ಯ, ಶಿವಲೀಲಾ ವಚನ ಗಾಯನ ನಡೆಸಿದರು. ಉಪನ್ಯಾಸಕರಾದ ಸುಪ್ರಿಯಾ ನಾಗಶೆಟ್ಟಿ ಅವರು ವಚನ ವಿಶ್ಲೇಷಣೆ ಮಾಡಿದರು. ಕಾರ್ಯಕ್ರಮದಲ್ಲಿ ಕಲ್ಬುರ್ಗಿ ಬಸವ ಸಮಿತಿಯ ಅಧ್ಯಕ್ಷರಾದ ಡಾ. ವಿಲಾಸವತಿ ಖೂಬಾ, ಉಪಾಧ್ಯಕ್ಷರಾದ ಡಾ. ಜಯಶ್ರೀ ದಂಡೆ, ಕಾರ್ಯದರ್ಶಿ ಡಾ. ಆನಂದ ಸಿದ್ಧಾಮಣಿ, ಪ್ರಾಚಾರ್ಯರಾದ ಕಲ್ಯಾಣಪ್ಪ, ಡಾ.ಕೆ.ಎಸ್.ವಾಲಿ, ಶರಣ ಗೌಡ ಪಾಟೀಲ, ಉದಯಕುಮಾರ, ಸುಭಾಷ ಸೇರಿದಂತೆ ಗಣ್ಯರು ಮತ್ತು ಉಪನ್ಯಾಸಕರು, ವಿದ್ಯಾರ್ಥಿನಿಯರು ಉಪಸ್ಥಿತರಿದ್ದರು. [872, 1210, 1146, 1402]
story1-rule [32, 207, 1146, 209]
story3-kicker: ಬಸವ ಸಮಿತಿಯಲ್ಲಿ ಗೋದುತಾಯಿ ಶಿಕ್ಷಣ ಮಹಾವಿದ್ಯಾಲಯದ ವಿದ್ಯಾರ್ಥಿನಿಯರಿಂದ ವಚನ ಮಾಧುರ್ಯ [32, 1111, 940, 1143]
